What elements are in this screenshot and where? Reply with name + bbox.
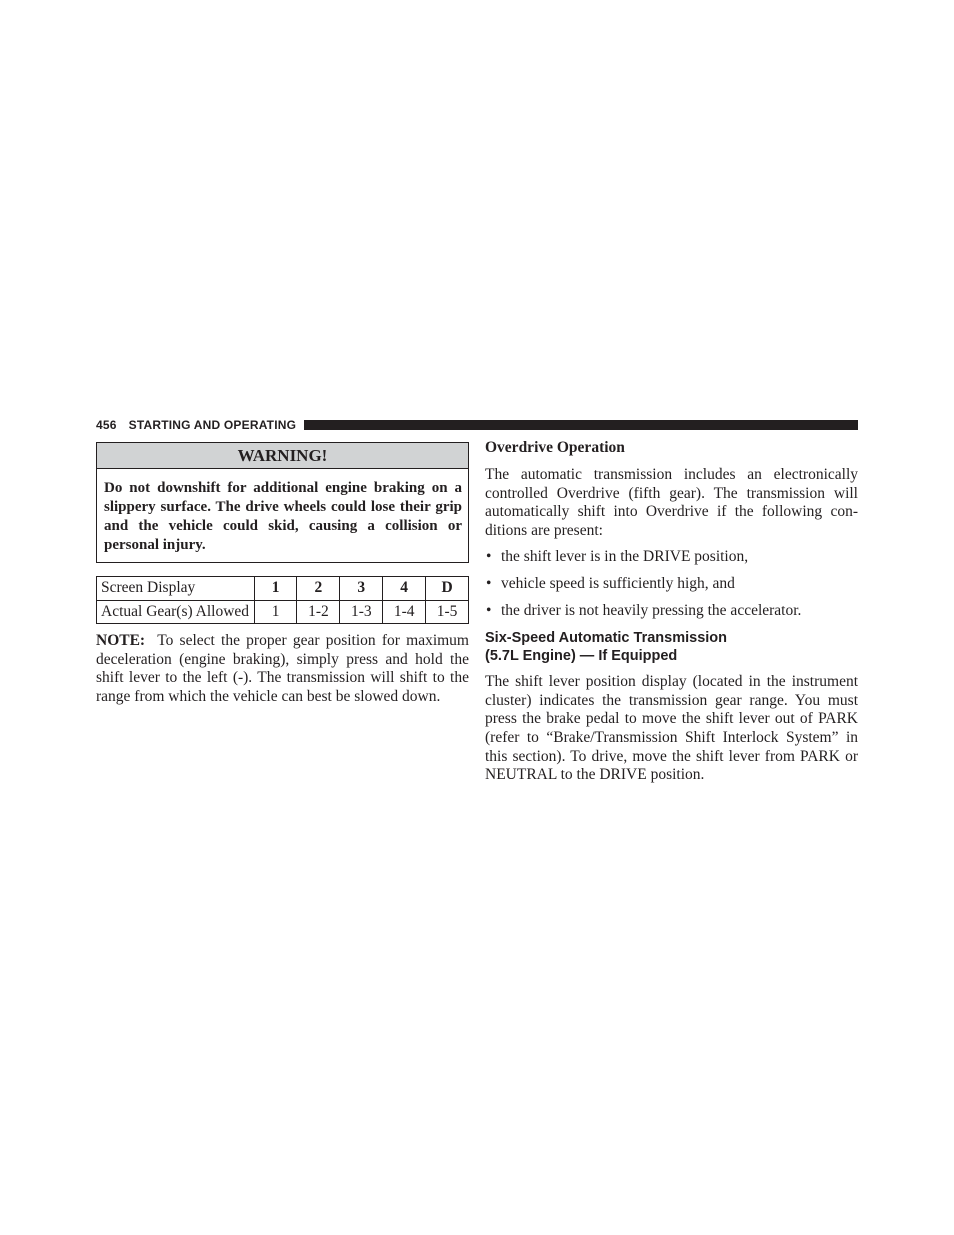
page-header	[96, 417, 858, 433]
six-speed-paragraph: The shift lever position display (located in the instrument cluster) indicates the transmission gear range. You must press the brake pedal to move the shift lever out of PARK (refer to “Brake/Transmission Shift Interlock System” in this section). To drive, move the shift lever from PARK or NEUTRAL to the DRIVE position.	[485, 673, 858, 784]
table-header-cell: Screen Display	[97, 577, 255, 601]
table-header-cell: 3	[340, 577, 383, 601]
list-item: • the driver is not heavily pressing the accelerator.	[486, 601, 802, 619]
note-label: NOTE:	[96, 632, 146, 649]
warning-title: WARNING!	[97, 443, 468, 469]
table-cell: 1-5	[426, 601, 469, 624]
table-cell: 1-2	[297, 601, 340, 624]
warning-text: Do not downshift for additional engine braking on a slippery surface. The drive wheels could lose their grip and the vehicle could skid, causing a collision or personal injury.	[104, 480, 462, 553]
section-title: STARTING AND OPERATING	[128, 418, 297, 432]
table-cell: 1	[254, 601, 297, 624]
overdrive-heading: Overdrive Operation	[485, 439, 625, 456]
note-paragraph	[96, 632, 469, 706]
table-header-cell: 4	[383, 577, 426, 601]
table-cell: 1-4	[383, 601, 426, 624]
overdrive-paragraph: The automatic transmission includes an electronically controlled Overdrive (fifth gear). The transmission will automatically shift into Overdrive if the following con-ditions are present:	[485, 466, 858, 539]
overdrive-conditions-list	[485, 548, 858, 620]
note-text: To select the proper gear position for maximum deceleration (engine braking), simply press and hold the shift lever to the left (-). The transmission will shift to the range from which the vehicle can best be slowed down.	[96, 632, 469, 705]
six-speed-heading-line2: (5.7L Engine) — If Equipped	[485, 648, 678, 665]
header-rule	[304, 420, 858, 430]
list-item: • vehicle speed is sufficiently high, and	[486, 574, 735, 592]
bullet-icon: •	[486, 548, 492, 566]
bullet-icon: •	[486, 601, 492, 619]
gear-table	[96, 576, 469, 624]
bullet-icon: •	[486, 574, 492, 592]
six-speed-heading-line1: Six-Speed Automatic Transmission	[485, 630, 727, 647]
table-row	[97, 601, 469, 624]
table-header-cell: 2	[297, 577, 340, 601]
table-cell: 1-3	[340, 601, 383, 624]
left-column	[96, 442, 469, 706]
warning-box	[96, 442, 469, 563]
six-speed-heading	[485, 629, 858, 665]
table-cell: Actual Gear(s) Allowed	[97, 601, 255, 624]
right-column	[485, 438, 858, 785]
table-header-cell: 1	[254, 577, 297, 601]
table-header-cell: D	[426, 577, 469, 601]
page-number: 456	[96, 418, 117, 432]
table-header-row	[97, 577, 469, 601]
list-item: • the shift lever is in the DRIVE position,	[486, 548, 749, 566]
